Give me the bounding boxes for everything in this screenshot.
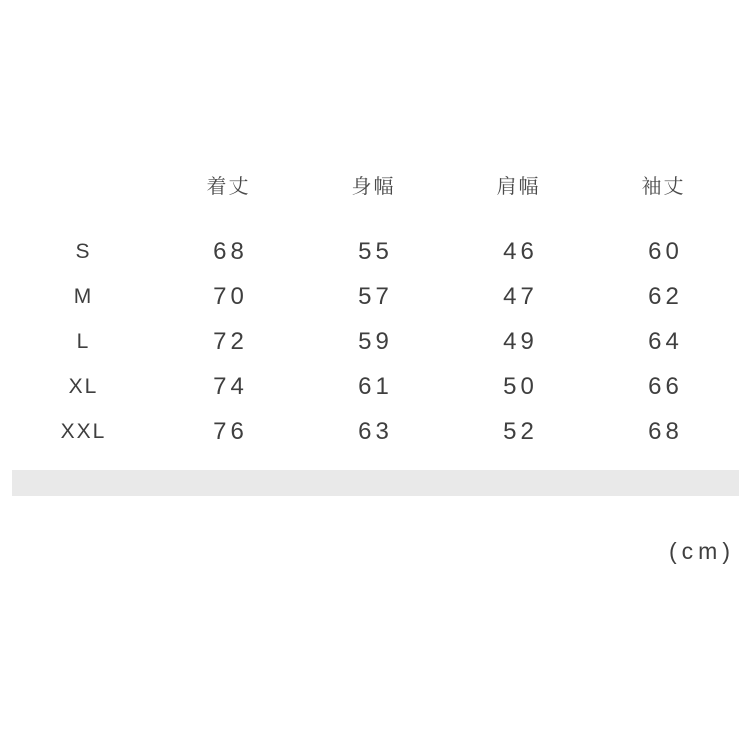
column-header-shoulder-width: 肩幅 <box>496 176 541 198</box>
value-cell: 68 <box>648 417 683 445</box>
value-cell: 63 <box>358 417 393 445</box>
value-cell: 76 <box>213 417 248 445</box>
value-cell: 66 <box>648 372 683 400</box>
size-label: XXL <box>60 419 107 443</box>
table-header-row <box>11 162 736 207</box>
size-label: XL <box>68 374 99 398</box>
value-cell: 55 <box>358 237 393 265</box>
value-cell: 49 <box>503 327 538 355</box>
value-cell: 47 <box>503 282 538 310</box>
size-label: S <box>75 239 92 263</box>
size-chart-table <box>11 162 736 454</box>
value-cell: 57 <box>358 282 393 310</box>
value-cell: 68 <box>213 237 248 265</box>
value-cell: 61 <box>358 372 393 400</box>
table-row-xl <box>11 364 736 409</box>
corner-cell <box>11 162 156 207</box>
size-label: M <box>73 284 94 308</box>
value-cell: 46 <box>503 237 538 265</box>
column-header-body-width: 身幅 <box>351 176 396 198</box>
value-cell: 50 <box>503 372 538 400</box>
value-cell: 64 <box>648 327 683 355</box>
value-cell: 70 <box>213 282 248 310</box>
value-cell: 74 <box>213 372 248 400</box>
unit-label: (cm) <box>669 538 735 564</box>
table-row-l <box>11 319 736 364</box>
table-row-s <box>11 229 736 274</box>
value-cell: 60 <box>648 237 683 265</box>
divider-bar <box>12 470 739 496</box>
column-header-body-length: 着丈 <box>206 176 251 198</box>
table-row-xxl <box>11 409 736 454</box>
value-cell: 72 <box>213 327 248 355</box>
table-row-m <box>11 274 736 319</box>
size-label: L <box>76 329 91 353</box>
value-cell: 62 <box>648 282 683 310</box>
value-cell: 52 <box>503 417 538 445</box>
column-header-sleeve-length: 袖丈 <box>641 176 686 198</box>
value-cell: 59 <box>358 327 393 355</box>
